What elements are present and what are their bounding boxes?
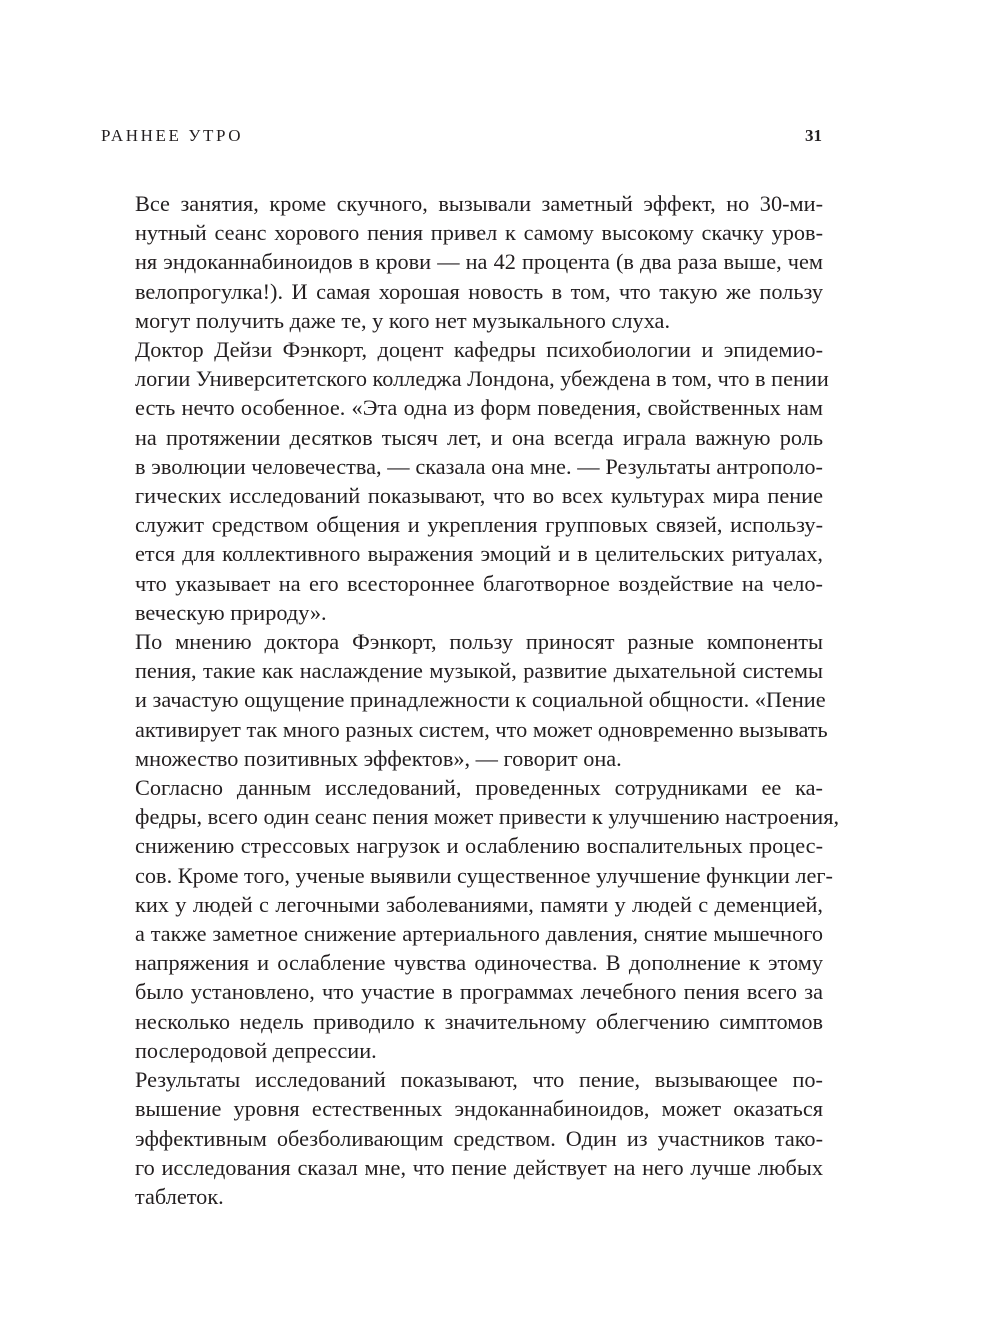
body-text (101, 189, 840, 1211)
text-line: нутный сеанс хорового пения привел к самому высокому скачку уров- (135, 220, 823, 246)
text-line: таблеток. (135, 1183, 224, 1209)
paragraph (101, 335, 829, 627)
paragraph (101, 773, 840, 1065)
text-line: есть нечто особенное. «Эта одна из форм поведения, свойственных нам (135, 395, 823, 421)
running-head-title: РАННЕЕ УТРО (101, 126, 244, 145)
text-line: активирует так много разных систем, что может одновременно вызывать (135, 716, 828, 742)
text-line: множество позитивных эффектов», — говорит она. (135, 745, 622, 771)
text-line: Доктор Дейзи Фэнкорт, доцент кафедры психобиологии и эпидемио- (135, 337, 823, 363)
text-line: послеродовой депрессии. (135, 1037, 377, 1063)
text-line: могут получить даже те, у кого нет музыкального слуха. (135, 307, 671, 333)
text-line: эффективным обезболивающим средством. Один из участников тако- (135, 1125, 823, 1151)
text-line: гических исследований показывают, что во всех культурах мира пение (135, 483, 823, 509)
text-line: веческую природу». (135, 599, 327, 625)
text-line: снижению стрессовых нагрузок и ослаблению воспалительных процес- (135, 833, 823, 859)
text-line: Все занятия, кроме скучного, вызывали заметный эффект, но 30-ми- (135, 191, 823, 216)
text-line: ется для коллективного выражения эмоций и в целительских ритуалах, (135, 541, 823, 567)
text-line: По мнению доктора Фэнкорт, пользу приносят разные компоненты (135, 629, 823, 655)
paragraph (101, 627, 828, 773)
text-line: Согласно данным исследований, проведенных сотрудниками ее ка- (135, 775, 823, 801)
text-line: го исследования сказал мне, что пение действует на него лучше любых (135, 1154, 823, 1180)
text-line: несколько недель приводило к значительному облегчению симптомов (135, 1008, 823, 1034)
paragraph (101, 189, 823, 335)
text-line: вышение уровня естественных эндоканнабиноидов, может оказаться (135, 1096, 823, 1122)
text-line: федры, всего один сеанс пения может привести к улучшению настроения, (135, 804, 840, 830)
text-line: служит средством общения и укрепления групповых связей, использу- (135, 512, 823, 538)
text-line: а также заметное снижение артериального давления, снятие мышечного (135, 921, 823, 947)
text-line: сов. Кроме того, ученые выявили существенное улучшение функции лег- (135, 862, 833, 888)
text-line: в эволюции человечества, — сказала она мне. — Результаты антрополо- (135, 453, 823, 479)
text-line: напряжения и ослабление чувства одиночества. В дополнение к этому (135, 950, 823, 976)
text-line: было установлено, что участие в программах лечебного пения всего за (135, 979, 823, 1005)
text-line: ня эндоканнабиноидов в крови — на 42 процента (в два раза выше, чем (135, 249, 823, 275)
text-line: велопрогулка!). И самая хорошая новость в том, что такую же пользу (135, 278, 823, 304)
text-line: и зачастую ощущение принадлежности к социальной общности. «Пение (135, 687, 826, 713)
text-line: что указывает на его всестороннее благотворное воздействие на чело- (135, 570, 823, 596)
text-line: пения, такие как наслаждение музыкой, развитие дыхательной системы (135, 658, 823, 684)
text-line: на протяжении десятков тысяч лет, и она всегда играла важную роль (135, 424, 823, 450)
paragraph (101, 1065, 823, 1211)
page-number: 31 (805, 126, 822, 145)
text-line: Результаты исследований показывают, что пение, вызывающее по- (135, 1067, 823, 1093)
text-line: логии Университетского колледжа Лондона, убеждена в том, что в пении (135, 366, 829, 392)
text-line: ких у людей с легочными заболеваниями, памяти у людей с деменцией, (135, 891, 823, 917)
